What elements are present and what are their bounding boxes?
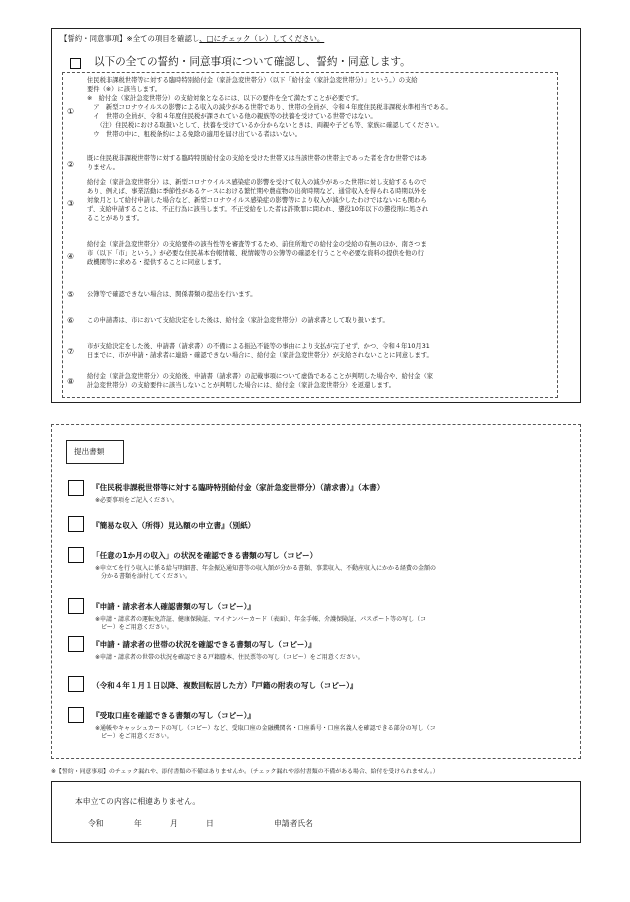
day-label: 日 [206, 819, 214, 828]
doc-title: （令和４年１月１日以降、複数回転居した方）『戸籍の附表の写し（コピー）』 [92, 681, 358, 690]
agreement-item: この申請書は、市において支給決定をした後は、給付金（家計急変世帯分）の請求書として取り扱います。 [87, 317, 389, 324]
doc-note: ※必要事項をご記入ください。 [95, 497, 179, 504]
doc-checkbox[interactable] [68, 636, 84, 652]
doc-checkbox[interactable] [68, 707, 84, 723]
footnote: ※【誓約・同意事項】のチェック漏れや、添付書類の不備はありませんか。（チェック漏れや添付書類の不備がある場合、給付を受けられません。） [51, 769, 439, 775]
applicant-name-field[interactable] [330, 812, 560, 830]
item-number: ⑥ [67, 316, 75, 325]
agreement-item: 給付金（家計急変世帯分）は、新型コロナウイルス感染症の影響を受けて収入の減少があった世帯に対し支給するもので あり、例えば、事業活動に季節性があるケースにおける繁忙期や農産物の出荷時期など、通常収入を得られる時期以外を 対象月として給付申請した場合など、新型コロナウイルス感染症の影響等により収入が減少したわけではないにも関わら ず、支給申請することは、不正行為に該当します。不正受給をした者は詐欺罪に問われ、懲役10年以下の懲役刑に処され ることがあります。 [87, 179, 429, 222]
item-number: ③ [67, 199, 75, 208]
doc-checkbox[interactable] [68, 547, 84, 563]
documents-section [51, 424, 581, 759]
agreement-item: 給付金（家計急変世帯分）の支給要件の該当性等を審査等するため、前住所地での給付金の受給の有無のほか、南さつま 市（以下「市」という。）が必要な住民基本台帳情報、税情報等の公簿等の確認を行うことや必要な資料の提供を他の行 政機関等に求める・提供することに同意します。 [87, 241, 427, 266]
doc-checkbox[interactable] [68, 676, 84, 692]
agreement-item: 市が支給決定をした後、申請書（請求書）の不備による振込不能等の事由により支払が完了せず、かつ、令和４年10月31 日までに、市が申請・請求者に連絡・確認できない場合に、給付金（家計急変世帯分）が支給されないことに同意します。 [87, 343, 433, 359]
doc-note: ※申請・請求者の運転免許証、健康保険証、マイナンバーカード（表面）、年金手帳、介護保険証、パスポート等の写し（コ ピー）をご用意ください。 [95, 616, 427, 632]
doc-title: 『申請・請求者本人確認書類の写し（コピー）』 [92, 602, 255, 611]
era-label: 令和 [88, 819, 104, 828]
item-number: ⑧ [67, 377, 75, 386]
agreement-item: 住民税非課税世帯等に対する臨時特別給付金（家計急変世帯分）（以下「給付金（家計急変世帯分）」という。）の支給 要件（※）に該当します。 ※ 給付金（家計急変世帯分）の支給対象となるには、以下の要件を全て満たすことが必要です。 ア 新型コロナウイルスの影響による収入の減少がある世帯であり、世帯の全員が、令和４年度住民税非課税水準相当である。 イ 世帯の全員が、令和４年度住民税が課されている他の親族等の扶養を受けている世帯ではない。 （注）住民税における取扱いとして、扶養を受けているか分からないときは、両親や子ども等、家族に確認してください。 ウ 世帯の中に、租税条約による免除の適用を届け出ている者はいない。 [87, 77, 452, 138]
doc-note: ※申請・請求者の世帯の状況を確認できる戸籍謄本、住民票等の写し（コピー）をご用意ください。 [95, 654, 364, 661]
doc-title: 『住民税非課税世帯等に対する臨時特別給付金（家計急変世帯分）（請求書）』（本書） [92, 483, 385, 492]
year-label: 年 [134, 819, 142, 828]
doc-note: ※通帳やキャッシュカードの写し（コピー）など、受取口座の金融機関名・口座番号・口座名義人を確認できる部分の写し（コ ピー）をご用意ください。 [95, 725, 436, 741]
applicant-name-label: 申請者氏名 [274, 819, 313, 828]
agreement-header [60, 34, 324, 44]
agree-all-checkbox[interactable] [70, 58, 81, 69]
agreement-header-suffix: 、□にチェック（レ）してください。 [199, 34, 325, 43]
documents-label: 提出書類 [74, 447, 105, 456]
doc-title: 「任意の1か月の収入」の状況を確認できる書類の写し（コピー） [92, 551, 318, 560]
month-label: 月 [170, 819, 178, 828]
agreement-item: 公簿等で確認できない場合は、関係書類の提出を行います。 [87, 291, 257, 298]
item-number: ⑦ [67, 347, 75, 356]
agree-all-label: 以下の全ての誓約・同意事項について確認し、誓約・同意します。 [94, 56, 411, 68]
item-number: ⑤ [67, 290, 75, 299]
doc-checkbox[interactable] [68, 516, 84, 532]
agreement-item: 給付金（家計急変世帯分）の支給後、申請書（請求書）の記載事項について虚偽であることが判明した場合や、給付金（家 計急変世帯分）の支給要件に該当しないことが判明した場合には、給付金（家計急変世帯分）を返還します。 [87, 373, 434, 389]
item-number: ② [67, 160, 75, 169]
doc-note: ※申立てを行う収入に係る給与明細書、年金振込通知書等の収入額が分かる書類、事業収入、不動産収入にかかる経費の金額の 分かる書類を添付してください。 [95, 565, 437, 581]
doc-checkbox[interactable] [68, 598, 84, 614]
agreement-header-prefix: 【誓約・同意事項】※全ての項目を確認し [60, 34, 200, 43]
doc-title: 『申請・請求者の世帯の状況を確認できる書類の写し（コピー）』 [92, 640, 316, 649]
item-number: ④ [67, 252, 75, 261]
doc-checkbox[interactable] [68, 480, 84, 496]
agreement-item: 既に住民税非課税世帯等に対する臨時特別給付金の支給を受けた世帯又は当該世帯の世帯主であった者を含む世帯ではあ りません。 [87, 155, 427, 171]
item-number: ① [67, 107, 75, 116]
declaration-text: 本申立ての内容に相違ありません。 [75, 797, 201, 806]
doc-title: 『簡易な収入（所得）見込額の申立書』（別紙） [92, 521, 256, 530]
doc-title: 『受取口座を確認できる書類の写し（コピー）』 [92, 711, 255, 720]
